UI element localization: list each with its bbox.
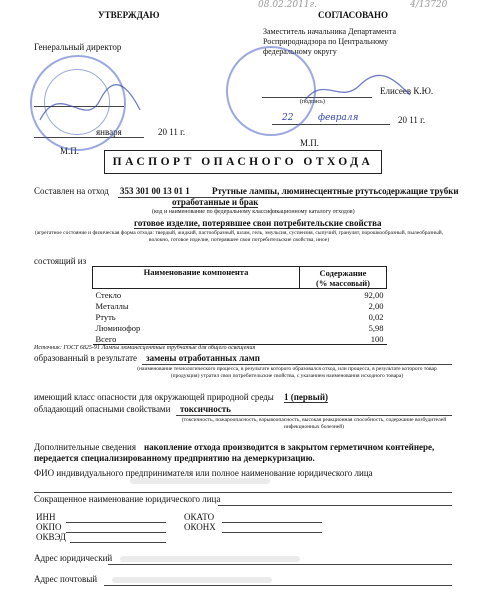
okato-line [222, 522, 322, 523]
col-header-content-2: (% массовый) [316, 277, 370, 288]
signature-scribble-right [300, 70, 420, 110]
handwritten-number: 4/13720 [410, 0, 448, 10]
legal-address-label: Адрес юридический [34, 553, 113, 563]
waste-label: Составлен на отход [34, 186, 109, 196]
origin-caption: (наименование технологического процесса, в результате которого образовался отход, или процесса, в результате которого товар (продукция) утратил свои потребительские свойства, с указанием наименования исходного товара) [137, 366, 437, 379]
signature-scribble-left [30, 60, 150, 150]
illegible-fill [130, 478, 270, 484]
origin-line [142, 364, 452, 365]
inn-label: ИНН [36, 512, 56, 522]
col-header-content [300, 267, 387, 289]
component-name: Люминофор [95, 322, 141, 333]
composition-source: Источник: ГОСТ 6825-91 Лампы люминесцентные трубчатые для общего освещения [34, 345, 256, 351]
illegible-fill [112, 577, 272, 583]
postal-address-label: Адрес почтовый [34, 574, 98, 584]
component-name: Всего [93, 333, 300, 345]
col-header-name: Наименование компонента [93, 267, 300, 289]
component-value: 2,00 [368, 300, 384, 311]
handwritten-date: 08.02.2011г. [258, 0, 317, 10]
illegible-fill [120, 556, 300, 562]
waste-code-caption: (код и наименование по федеральному классификационному каталогу отходов) [152, 209, 355, 215]
hazard-props-value: токсичность [180, 404, 231, 414]
component-name: Стекло [93, 289, 300, 301]
fio-line [34, 492, 452, 493]
waste-state-caption: (агрегатное состояние и физическая форма отхода: твердый, жидкий, пастообразный, шлам, гель, эмульсия, суспензия, сыпучий, гранулят, порошкообразный, пылеобразный, волокно, готовое изделие, потерявшее свои потребительские свойства, иное) [34, 230, 444, 243]
composition-label: состоящий из [34, 256, 87, 266]
waste-code: 353 301 00 13 01 1 [120, 186, 190, 196]
additional-value-1: накопление отхода производится в закрытом герметичном контейнере, [144, 442, 435, 452]
approve-position: Генеральный директор [34, 42, 122, 52]
origin-value: замены отработанных ламп [146, 353, 260, 363]
component-name: Металлы [95, 300, 129, 311]
okved-line [70, 542, 166, 543]
table-row [93, 300, 387, 311]
approve-title: УТВЕРЖДАЮ [98, 10, 160, 20]
component-value: 5,98 [368, 322, 384, 333]
agree-position: Заместитель начальника Департамента Росприроднадзора по Центральному федеральному округу [263, 27, 397, 56]
table-row [93, 333, 387, 345]
inn-line [66, 522, 166, 523]
component-name: Ртуть [95, 311, 116, 322]
agree-name: Елисеев К.Ю. [380, 86, 434, 96]
agree-day: 22 [282, 113, 294, 123]
hazard-props-caption: (токсичность, пожароопасность, взрывоопасность, высокая реакционная способность, содержание возбудителей инфекционных болезней) [181, 417, 447, 430]
origin-label: образованный в результате [34, 353, 138, 363]
fio-label: ФИО индивидуального предпринимателя или полное наименование юридического лица [34, 468, 373, 478]
page-title: ПАСПОРТ ОПАСНОГО ОТХОДА [104, 150, 382, 174]
agree-month: февраля [318, 113, 359, 123]
table-row [93, 289, 387, 301]
okved-label: ОКВЭД [36, 532, 66, 542]
okpo-label: ОКПО [36, 522, 62, 532]
agree-year: 20 11 г. [398, 115, 426, 125]
legal-address-line [108, 564, 452, 565]
component-value: 0,02 [368, 311, 384, 322]
agree-signature-caption: (подпись) [300, 99, 325, 105]
col-header-content-1: Содержание [319, 267, 367, 278]
hazard-label: имеющий класс опасности для окружающей природной среды [34, 392, 274, 402]
component-value: 92,00 [300, 289, 387, 301]
hazard-props-label: обладающий опасными свойствами [34, 404, 171, 414]
agree-mp: М.П. [300, 138, 320, 148]
additional-value-2: передается специализированному предприятию на демеркуризацию. [34, 453, 315, 463]
additional-label: Дополнительные сведения [34, 442, 137, 452]
okonh-line [222, 532, 322, 533]
composition-table [92, 266, 387, 345]
table-row [93, 322, 387, 333]
agree-title: СОГЛАСОВАНО [318, 10, 389, 20]
approve-mp: М.П. [60, 146, 80, 156]
waste-line [118, 197, 452, 198]
okpo-line [66, 532, 166, 533]
short-name-label: Сокращенное наименование юридического лица [34, 494, 221, 504]
waste-name-line2: отработанные и брак [172, 197, 259, 207]
waste-name-line1: Ртутные лампы, люминесцентные ртутьсодержащие трубки [212, 186, 459, 196]
approve-year: 20 11 г. [158, 127, 186, 137]
postal-address-line [104, 585, 452, 586]
okato-label: ОКАТО [184, 512, 215, 522]
short-name-line [218, 505, 452, 506]
component-value: 100 [300, 333, 387, 345]
table-row [93, 311, 387, 322]
hazard-props-line [176, 415, 452, 416]
okonh-label: ОКОНХ [184, 522, 216, 532]
approve-date-month: января [96, 127, 122, 137]
waste-property: готовое изделие, потерявшее свои потребительские свойства [134, 218, 382, 228]
hazard-value: 1 (первый) [284, 392, 329, 402]
